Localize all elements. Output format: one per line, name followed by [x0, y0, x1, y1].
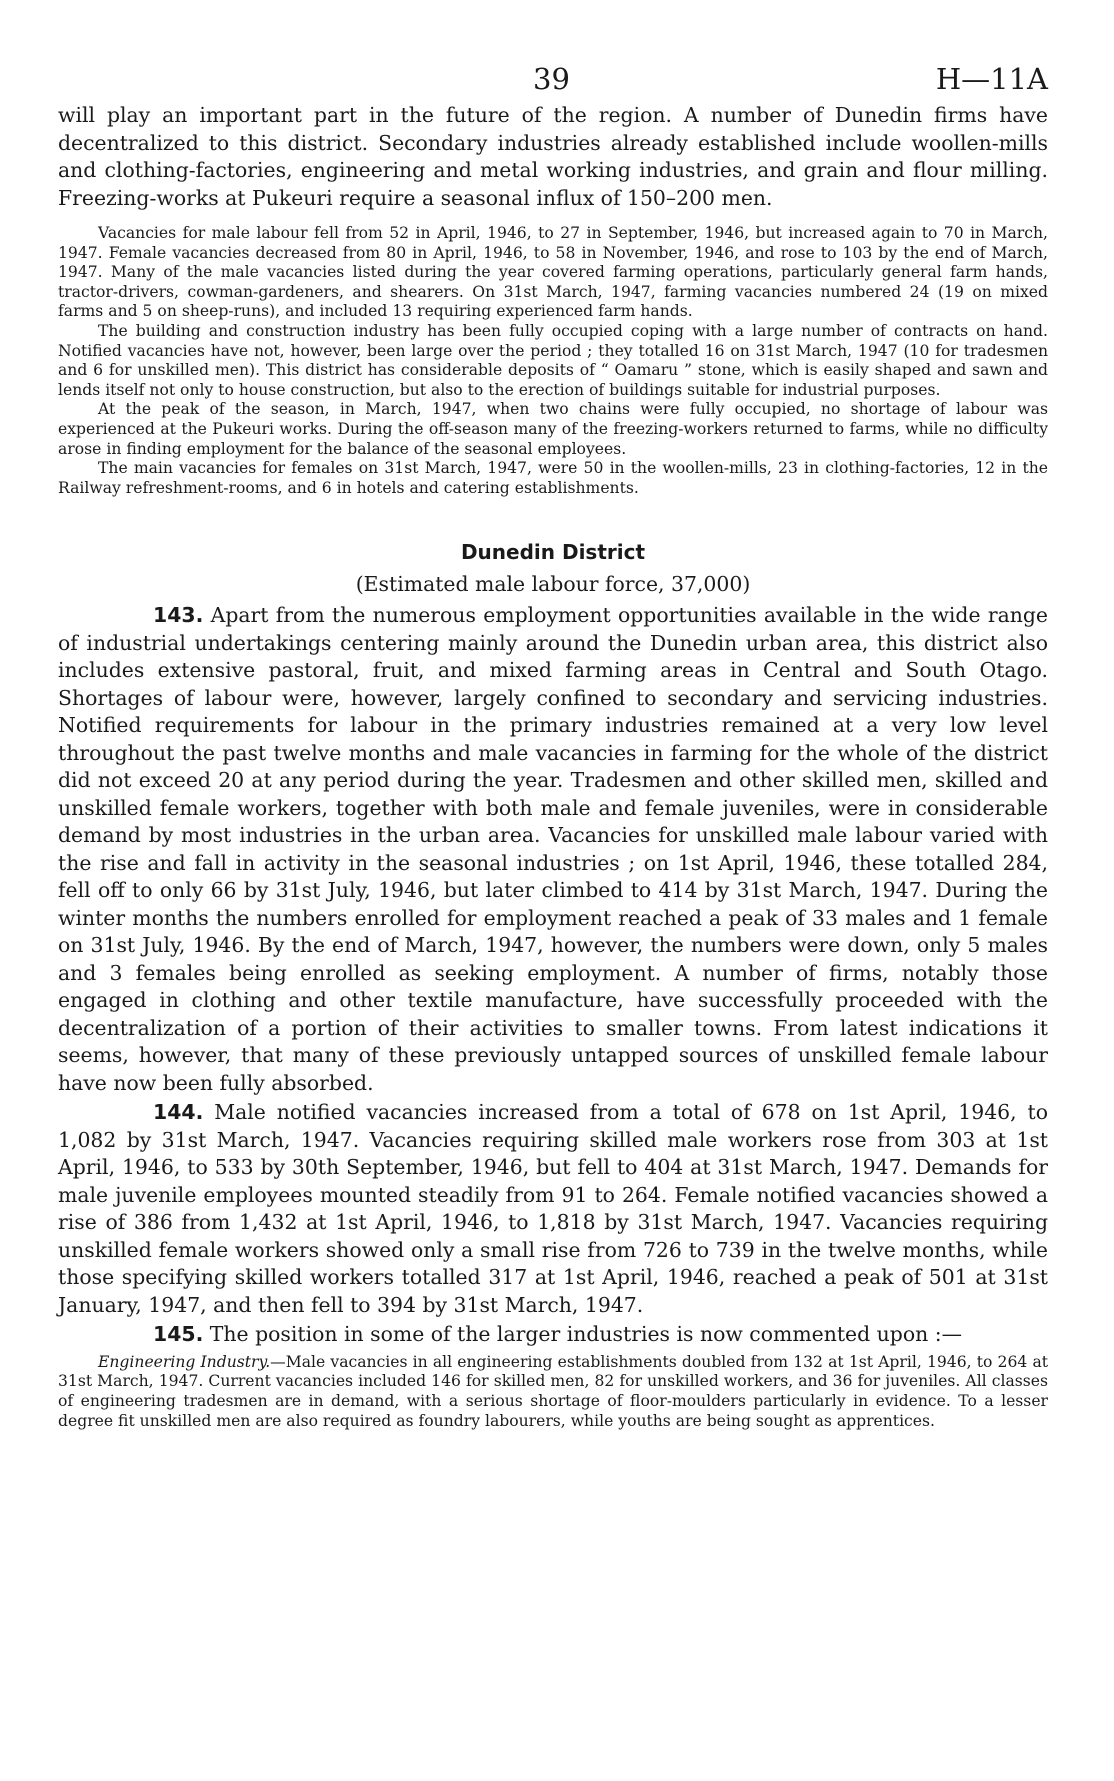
paragraph-text: Male notified vacancies increased from a total of 678 on 1st April, 1946, to 1,082 by 31st March, 1947. Vacancies requiring skilled male workers rose from 303 at 1st April, 1946, to 533 by 30th September, 1946, but fell to 404 at 31st March, 1947. Demands for male juvenile employees mounted steadily from 91 to 264. Female notified vacancies showed a rise of 386 from 1,432 at 1st April, 1946, to 1,818 by 31st March, 1947. Vacancies requiring unskilled female workers showed only a small rise from 726 to 739 in the twelve months, while those specifying skilled workers totalled 317 at 1st April, 1946, reached a peak of 501 at 31st January, 1947, and then fell to 394 by 31st March, 1947. — [58, 1100, 1048, 1317]
paragraph-144 — [58, 1099, 1048, 1319]
section-subtitle: (Estimated male labour force, 37,000) — [355, 572, 751, 597]
small-paragraph-vacancies: Vacancies for male labour fell from 52 in April, 1946, to 27 in September, 1946, but increased again to 70 in March, 1947. Female vacancies decreased from 80 in April, 1946, to 58 in November, 1946, and rose to 103 by the end of March, 1947. Many of the male vacancies listed during the year covered farming operations, particularly general farm hands, tractor-drivers, cowman-gardeners, and shearers. On 31st March, 1947, farming vacancies numbered 24 (19 on mixed farms and 5 on sheep-runs), and included 13 requiring experienced farm hands. — [58, 224, 1048, 321]
document-reference: H—11A — [935, 62, 1048, 96]
page-number: 39 — [533, 62, 570, 96]
paragraph-number: 143. — [153, 603, 204, 628]
paragraph-text: The position in some of the larger industries is now commented upon :— — [203, 1322, 962, 1347]
paragraph-text: Apart from the numerous employment opportunities available in the wide range of industrial undertakings centering mainly around the Dunedin urban area, this district also includes extensive pastoral, fruit, and mixed farming areas in Central and South Otago. Shortages of labour were, however, largely confined to secondary and servicing industries. Notified requirements for labour in the primary industries remained at a very low level throughout the past twelve months and male vacancies in farming for the whole of the district did not exceed 20 at any period during the year. Tradesmen and other skilled men, skilled and unskilled female workers, together with both male and female juveniles, were in considerable demand by most industries in the urban area. Vacancies for unskilled male labour varied with the rise and fall in activity in the seasonal industries ; on 1st April, 1946, these totalled 284, fell off to only 66 by 31st July, 1946, but later climbed to 414 by 31st March, 1947. During the winter months the numbers enrolled for employment reached a peak of 33 males and 1 female on 31st July, 1946. By the end of March, 1947, however, the numbers were down, only 5 males and 3 females being enrolled as seeking employment. A number of firms, notably those engaged in clothing and other textile manufacture, have successfully proceeded with the decentralization of a portion of their activities to smaller towns. From latest indications it seems, however, that many of these previously untapped sources of unskilled female labour have now been fully absorbed. — [58, 603, 1048, 1095]
engineering-paragraph — [58, 1353, 1048, 1431]
paragraph-number: 145. — [153, 1322, 204, 1347]
engineering-text: —Male vacancies in all engineering establishments doubled from 132 at 1st April, 1946, to 264 at 31st March, 1947. Current vacancies included 146 for skilled men, 82 for unskilled workers, and 36 for juveniles. All classes of engineering tradesmen are in demand, with a serious shortage of floor-moulders particularly in evidence. To a lesser degree fit unskilled men are also required as foundry labourers, while youths are being sought as apprentices. — [58, 1352, 1049, 1430]
small-paragraph-females: The main vacancies for females on 31st March, 1947, were 50 in the woollen-mills, 23 in clothing-factories, 12 in the Railway refreshment-rooms, and 6 in hotels and catering establishments. — [58, 459, 1048, 497]
section-title: Dunedin District — [460, 540, 646, 565]
paragraph-143 — [58, 602, 1048, 1097]
small-paragraph-building: The building and construction industry has been fully occupied coping with a large number of contracts on hand. Notified vacancies have not, however, been large over the period ; they totalled 16 on 31st March, 1947 (10 for tradesmen and 6 for unskilled men). This district has considerable deposits of “ Oamaru ” stone, which is easily shaped and sawn and lends itself not only to house construction, but also to the erection of buildings suitable for industrial purposes. — [58, 321, 1048, 399]
page-header — [58, 62, 1048, 102]
document-page — [58, 62, 1048, 1431]
paragraph-number: 144. — [153, 1100, 204, 1125]
intro-paragraph: will play an important part in the future of the region. A number of Dunedin firms have decentralized to this district. Secondary industries already established include woollen-mills and clothing-factories, engineering and metal working industries, and grain and flour milling. Freezing-works at Pukeuri require a seasonal influx of 150–200 men. — [58, 103, 1048, 210]
engineering-title: Engineering Industry. — [98, 1352, 271, 1371]
paragraph-145 — [58, 1321, 1048, 1349]
small-paragraph-season: At the peak of the season, in March, 1947, when two chains were fully occupied, no shortage of labour was experienced at the Pukeuri works. During the off-season many of the freezing-workers returned to farms, while no difficulty arose in finding employment for the balance of the seasonal employees. — [58, 400, 1048, 458]
